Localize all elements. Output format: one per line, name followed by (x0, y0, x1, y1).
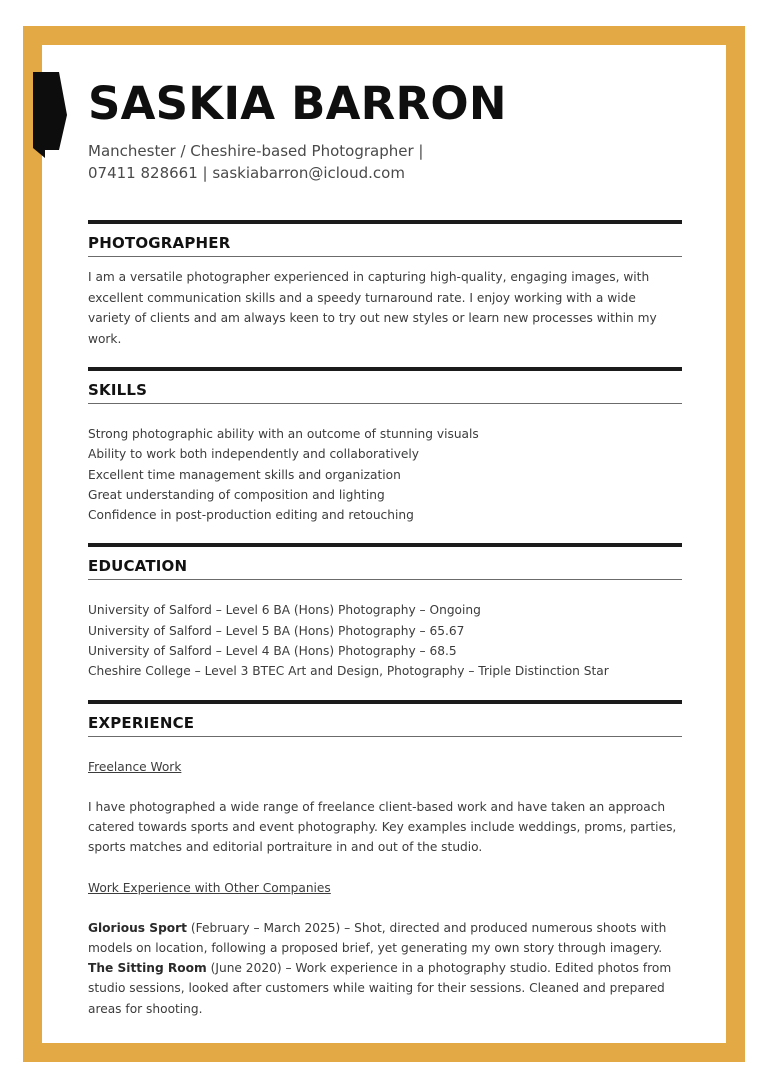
section-divider (88, 579, 682, 580)
job-entries (88, 918, 682, 1019)
section-title-skills: SKILLS (88, 381, 148, 399)
education-item: Cheshire College – Level 3 BTEC Art and Design, Photography – Triple Distinction Star (88, 664, 609, 679)
freelance-heading: Freelance Work (88, 759, 182, 774)
skills-list (88, 424, 682, 525)
section-skills (88, 367, 682, 525)
freelance-description: I have photographed a wide range of freelance client-based work and have taken an approach catered towards sports and event photography. Key examples include weddings, proms, parties, sports matches and editorial portraiture in and out of the studio. (88, 799, 677, 855)
job-details: (June 2020) – Work experience in a photography studio. Edited photos from studio sessions, looked after customers while waiting for their sessions. Cleaned and prepared areas for shooting. (88, 961, 672, 1016)
contact-info (88, 140, 682, 184)
section-divider (88, 256, 682, 257)
resume-content (88, 78, 682, 1019)
education-item: University of Salford – Level 5 BA (Hons) Photography – 65.67 (88, 623, 465, 638)
section-title-experience: EXPERIENCE (88, 713, 195, 732)
skill-item: Great understanding of composition and lighting (88, 487, 385, 502)
section-divider (88, 403, 682, 404)
job-company: The Sitting Room (88, 961, 207, 976)
contact-line-location: Manchester / Cheshire-based Photographer | (88, 142, 424, 160)
profile-summary: I am a versatile photographer experienced in capturing high-quality, engaging images, with excellent communication skills and a speedy turnaround rate. I enjoy working with a wide variety of clients and am always keen to try out new styles or learn new processes within my work. (88, 270, 657, 346)
education-item: University of Salford – Level 4 BA (Hons) Photography – 68.5 (88, 644, 457, 659)
section-divider (88, 736, 682, 737)
skill-item: Ability to work both independently and collaboratively (88, 447, 420, 462)
education-list (88, 600, 682, 681)
education-item: University of Salford – Level 6 BA (Hons) Photography – Ongoing (88, 603, 481, 618)
section-education (88, 543, 682, 681)
job-details: (February – March 2025) – Shot, directed and produced numerous shoots with models on location, following a proposed brief, yet generating my own story through imagery. (88, 920, 667, 955)
skill-item: Strong photographic ability with an outcome of stunning visuals (88, 427, 479, 441)
companies-heading: Work Experience with Other Companies (88, 880, 331, 895)
section-title-education: EDUCATION (88, 557, 188, 576)
section-profile (88, 220, 682, 349)
skill-item: Excellent time management skills and organization (88, 467, 401, 482)
job-company: Glorious Sport (88, 920, 187, 935)
section-experience (88, 700, 682, 1019)
name-tab-marker (33, 72, 67, 158)
section-title-profile: PHOTOGRAPHER (88, 234, 231, 252)
job-entry (88, 958, 682, 1019)
candidate-name: SASKIA BARRON (88, 77, 507, 130)
job-entry (88, 918, 682, 959)
skill-item: Confidence in post-production editing and retouching (88, 508, 414, 523)
contact-line-phone-email: 07411 828661 | saskiabarron@icloud.com (88, 164, 405, 182)
